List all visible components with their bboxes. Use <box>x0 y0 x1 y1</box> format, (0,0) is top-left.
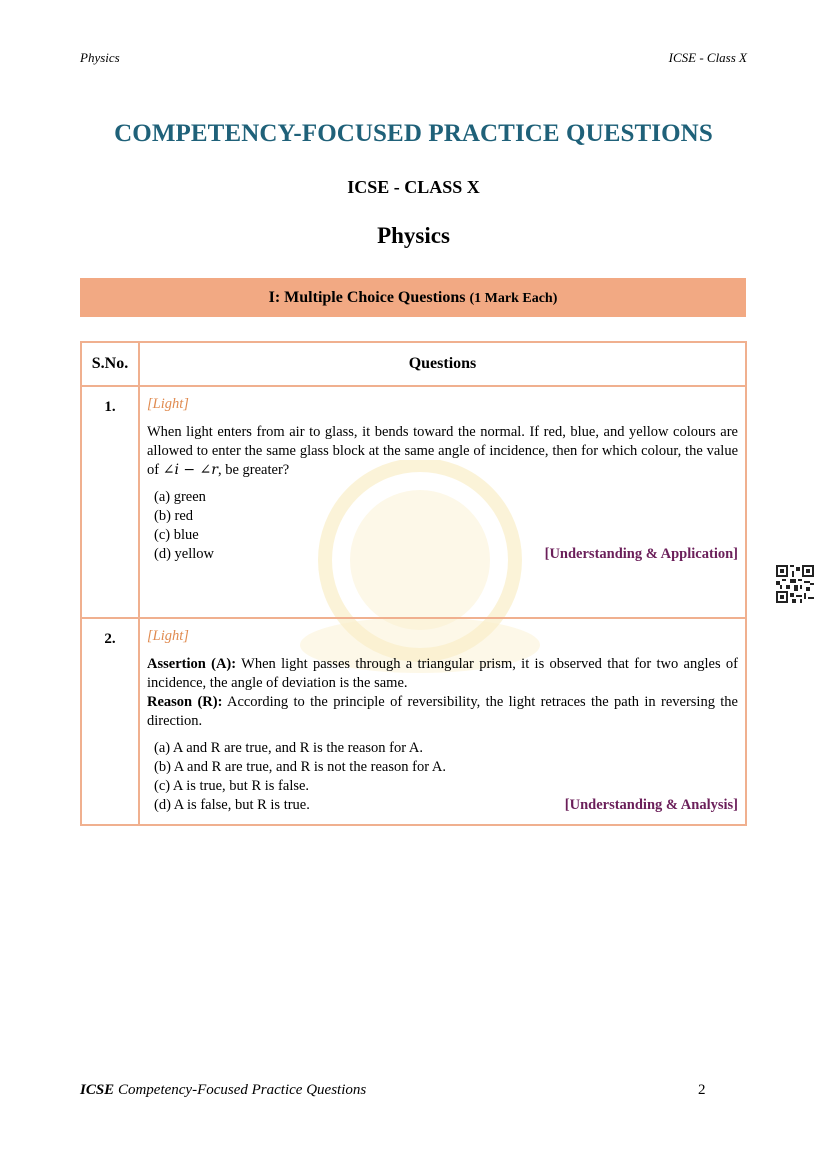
option-label: (c) blue <box>154 527 199 543</box>
math-expression: ∠i − ∠r <box>162 462 218 478</box>
option-d <box>154 796 738 815</box>
option-label: (b) red <box>154 508 194 524</box>
question-topic: [Light] <box>147 396 189 412</box>
table-row <box>81 618 746 825</box>
page-subtitle: ICSE - CLASS X <box>347 177 480 197</box>
question-cell <box>139 386 746 618</box>
option-b <box>154 758 738 777</box>
competency-tag: [Understanding & Application] <box>544 546 738 562</box>
assertion-text <box>147 655 738 693</box>
questions-table <box>80 341 747 826</box>
question-topic: [Light] <box>147 628 189 644</box>
option-label: (a) A and R are true, and R is the reason for A. <box>154 740 423 756</box>
qr-code-icon[interactable] <box>776 565 814 603</box>
competency-tag: [Understanding & Analysis] <box>564 797 738 813</box>
subject-heading: Physics <box>377 223 450 248</box>
option-label: (a) green <box>154 489 206 505</box>
header-questions: Questions <box>139 342 746 386</box>
option-b <box>154 507 738 526</box>
option-label: (d) yellow <box>154 546 214 562</box>
table-row <box>81 386 746 618</box>
question-cell <box>139 618 746 825</box>
option-c <box>154 526 738 545</box>
question-number: 1. <box>81 386 139 618</box>
option-a <box>154 739 738 758</box>
footer-brand: ICSE <box>80 1082 115 1098</box>
option-label: (d) A is false, but R is true. <box>154 797 310 813</box>
section-marks: (1 Mark Each) <box>469 291 558 306</box>
footer-text: Competency-Focused Practice Questions <box>114 1082 367 1098</box>
header-subject: Physics <box>80 50 120 65</box>
footer-title <box>80 1082 366 1099</box>
option-d <box>154 545 738 564</box>
reason-body: According to the principle of reversibility, the light retraces the path in reversing the direction. <box>147 694 738 729</box>
question-text <box>147 423 738 480</box>
reason-text <box>147 693 738 731</box>
question-text-end: , be greater? <box>217 462 290 478</box>
options-list <box>147 739 738 815</box>
section-title: I: Multiple Choice Questions <box>268 289 466 306</box>
options-list <box>147 488 738 564</box>
table-header-row <box>81 342 746 386</box>
assertion-label: Assertion (A): <box>147 656 237 672</box>
option-label: (b) A and R are true, and R is not the reason for A. <box>154 759 446 775</box>
question-number: 2. <box>81 618 139 825</box>
question-text-part: When light enters from air to glass, it bends toward the normal. If red, blue, and yellow colours are allowed to enter the same glass block at the same angle of incidence, then for which colour, the value of <box>147 424 738 478</box>
page-title: COMPETENCY-FOCUSED PRACTICE QUESTIONS <box>114 120 713 147</box>
page-number: 2 <box>698 1082 706 1098</box>
section-heading <box>80 278 746 317</box>
reason-label: Reason (R): <box>147 694 223 710</box>
assertion-body: When light passes through a triangular prism, it is observed that for two angles of incidence, the angle of deviation is the same. <box>147 656 738 691</box>
header-sno: S.No. <box>81 342 139 386</box>
option-c <box>154 777 738 796</box>
header-class: ICSE - Class X <box>668 50 747 65</box>
option-label: (c) A is true, but R is false. <box>154 778 310 794</box>
option-a <box>154 488 738 507</box>
